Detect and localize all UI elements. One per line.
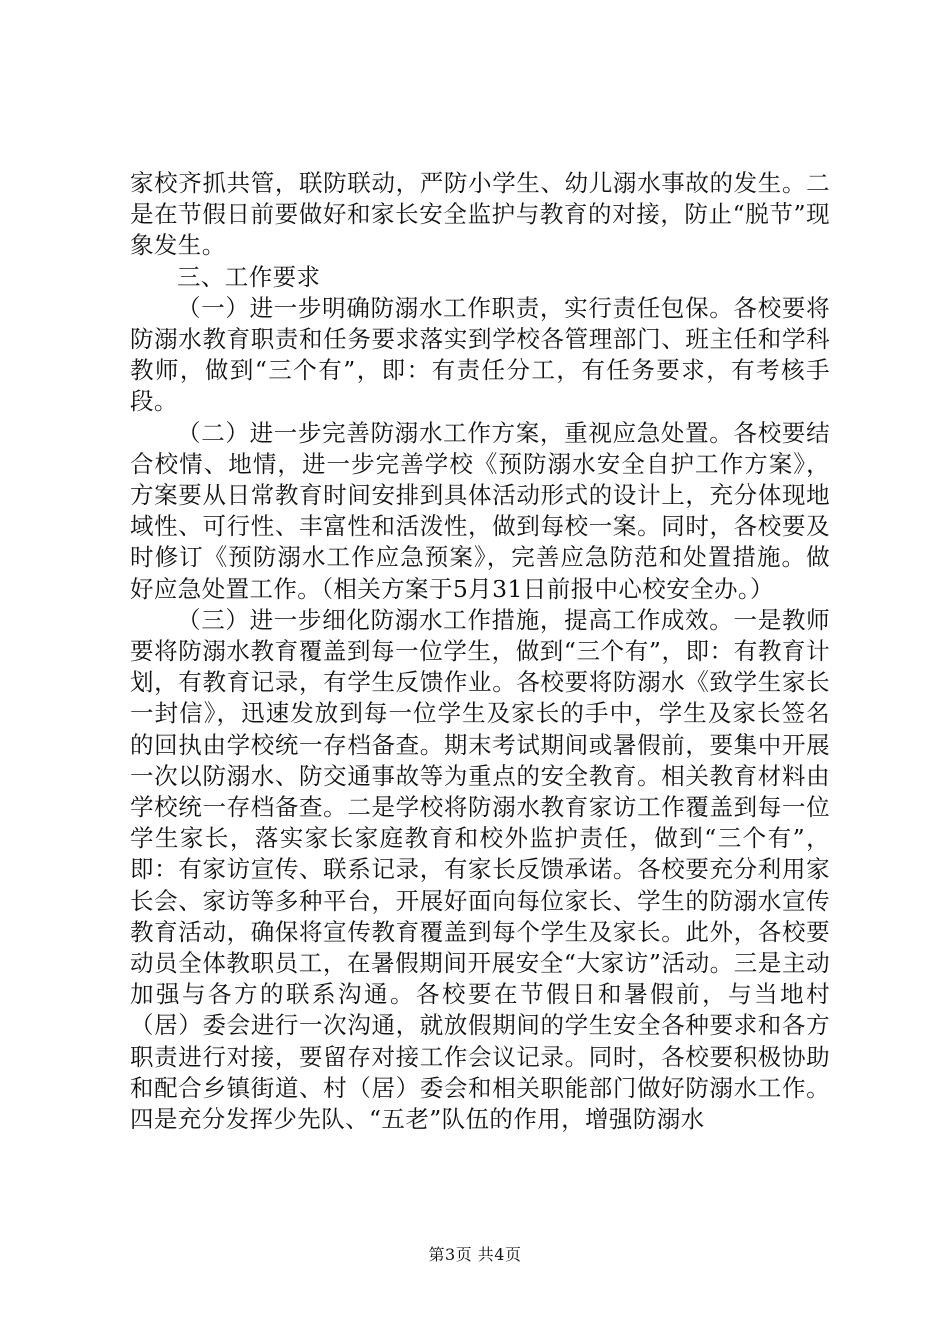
paragraph-requirement-3: （三）进一步细化防溺水工作措施，提高工作成效。一是教师要将防溺水教育覆盖到每一位学生，做到“三个有”，即：有教育计划，有教育记录，有学生反馈作业。各校要将防溺水《致学生家长一封信》，迅速发放到每一位学生及家长的手中，学生及家长签名的回执由学校统一存档备查。期末考试期间或暑假前，要集中开展一次以防溺水、防交通事故等为重点的安全教育。相关教育材料由学校统一存档备查。二是学校将防溺水教育家访工作覆盖到每一位学生家长，落实家长家庭教育和校外监护责任，做到“三个有”，即：有家访宣传、联系记录，有家长反馈承诺。各校要充分利用家长会、家访等多种平台，开展好面向每位家长、学生的防溺水宣传教育活动，确保将宣传教育覆盖到每个学生及家长。此外，各校要动员全体教职员工，在暑假期间开展安全“大家访”活动。三是主动加强与各方的联系沟通。各校要在节假日和暑假前，与当地村（居）委会进行一次沟通，就放假期间的学生安全各种要求和各方职责进行对接，要留存对接工作会议记录。同时，各校要积极协助和配合乡镇街道、村（居）委会和相关职能部门做好防溺水工作。四是充分发挥少先队、“五老”队伍的作用，增强防溺水 xyxy=(130,605,830,1134)
section-heading: 三、工作要求 xyxy=(177,262,321,291)
page-number-footer: 第3页 共4页 xyxy=(428,1245,522,1264)
paragraph-requirement-1: （一）进一步明确防溺水工作职责，实行责任包保。各校要将防溺水教育职责和任务要求落实到学校各管理部门、班主任和学科教师，做到“三个有”，即：有责任分工，有任务要求，有考核手段。 xyxy=(130,293,830,416)
document-body xyxy=(130,168,830,1135)
paragraph-continuation: 家校齐抓共管，联防联动，严防小学生、幼儿溺水事故的发生。二是在节假日前要做好和家长安全监护与教育的对接，防止“脱节”现象发生。 xyxy=(130,169,830,260)
paragraph-requirement-2: （二）进一步完善防溺水工作方案，重视应急处置。各校要结合校情、地情，进一步完善学校《预防溺水安全自护工作方案》，方案要从日常教育时间安排到具体活动形式的设计上，充分体现地域性、可行性、丰富性和活泼性，做到每校一案。同时，各校要及时修订《预防溺水工作应急预案》，完善应急防范和处置措施。做好应急处置工作。（相关方案于5月31日前报中心校安全办。） xyxy=(130,418,830,603)
